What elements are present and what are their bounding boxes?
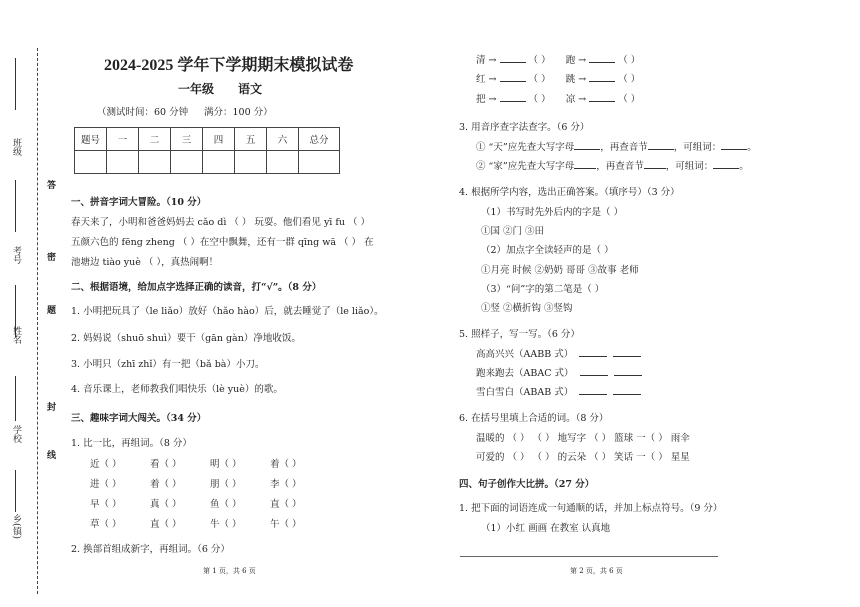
section-1-line: 池塘边 tiào yuè （ ），真热闹啊！ — [71, 257, 219, 268]
score-header-cell: 五 — [235, 128, 267, 151]
answer-blank[interactable] — [614, 366, 642, 376]
compare-cell: 着（ ） — [270, 459, 302, 470]
compare-cell: 直（ ） — [150, 519, 182, 530]
question-5-line — [476, 346, 641, 360]
score-header-cell: 三 — [171, 128, 203, 151]
radical-source: 跑 → — [565, 55, 587, 66]
question-4-line: （2）加点字全读轻声的是（ ） — [481, 245, 614, 256]
section-1-title: 一、拼音字词大冒险。（10 分） — [71, 197, 207, 208]
question-4-title: 4. 根据所学内容，选出正确答案。（填序号）（3 分） — [459, 187, 680, 198]
answer-blank[interactable] — [579, 347, 607, 357]
score-cell[interactable] — [107, 151, 139, 174]
answer-blank[interactable] — [580, 366, 608, 376]
section-1-line: 五颜六色的 fēng zheng （ ）在空中飘舞，还有一群 qīng wā （ ） 在 — [71, 237, 374, 248]
answer-blank[interactable] — [644, 159, 666, 169]
q3-text: ，可组词： — [665, 161, 714, 172]
q3-text: ① “天”应先查大写字母 — [476, 142, 575, 153]
town-field-line[interactable] — [15, 470, 16, 512]
page-2-footer: 第 2 页，共 6 页 — [570, 567, 623, 575]
radical-row — [476, 52, 640, 66]
q3-text: ② “家”应先查大写字母 — [476, 161, 575, 172]
section-2-item: 3. 小明只（zhī zhǐ）有一把（bǎ bà）小刀。 — [71, 359, 265, 370]
score-header-cell: 六 — [267, 128, 299, 151]
compare-cell: 明（ ） — [210, 459, 242, 470]
seal-char-mi: 密 — [47, 253, 57, 263]
radical-row — [476, 71, 640, 85]
radical-paren: （ ） — [618, 94, 641, 105]
question-6-line: 温暖的 （ ） （ ） 地写字 （ ） 篮球 一（ ） 雨伞 — [476, 433, 690, 444]
answer-blank[interactable] — [721, 140, 747, 150]
school-field-line[interactable] — [15, 376, 16, 421]
answer-blank[interactable] — [574, 159, 596, 169]
section-2-item: 2. 妈妈说（shuō shuì）要干（gān gàn）净地收饭。 — [71, 333, 301, 344]
seal-char-xian: 线 — [47, 451, 57, 461]
page-1-footer: 第 1 页，共 6 页 — [203, 567, 256, 575]
score-cell[interactable] — [75, 151, 107, 174]
score-cell[interactable] — [299, 151, 340, 174]
score-table-input-row — [75, 151, 340, 174]
question-4-line: ①国 ②门 ③田 — [481, 226, 545, 237]
exam-number-label: 考号 — [11, 246, 21, 264]
answer-blank[interactable] — [500, 92, 526, 102]
score-cell[interactable] — [235, 151, 267, 174]
seal-char-feng: 封 — [47, 403, 57, 413]
question-3-line-1: ① “天”应先查大写字母 ，再查音节 ，可组词： 。 — [476, 142, 757, 153]
radical-row — [476, 91, 640, 105]
answer-blank[interactable] — [589, 53, 615, 63]
radical-source: 清 → — [476, 55, 497, 66]
radical-paren: （ ） — [528, 74, 551, 85]
class-field-line[interactable] — [15, 58, 16, 110]
answer-blank[interactable] — [613, 385, 641, 395]
answer-blank[interactable] — [574, 140, 600, 150]
section-2-item: 1. 小明把玩具了（le liǎo）放好（hǎo hào）后，就去睡觉了（le liǎo）。 — [71, 306, 384, 317]
compare-cell: 进（ ） — [90, 479, 122, 490]
question-4-line: ①月亮 时候 ②奶奶 哥哥 ③故事 老师 — [481, 265, 639, 276]
seal-char-da: 答 — [47, 181, 57, 191]
radical-paren: （ ） — [528, 55, 551, 66]
binding-line — [37, 48, 38, 594]
section-3-question-2: 2. 换部首组成新字，再组词。（6 分） — [71, 544, 230, 555]
section-1-line: 春天来了，小明和爸爸妈妈去 cǎo dì （ ） 玩耍。他们看见 yī fu （ ） — [71, 217, 371, 228]
score-header-cell: 一 — [107, 128, 139, 151]
compare-cell: 看（ ） — [150, 459, 182, 470]
answer-blank[interactable] — [589, 72, 615, 82]
score-cell[interactable] — [171, 151, 203, 174]
question-3-line-2: ② “家”应先查大写字母 ，再查音节 ，可组词： 。 — [476, 161, 749, 172]
q3-text: ，再查音节 — [600, 142, 648, 153]
question-5-line — [476, 365, 642, 379]
q5-example: 高高兴兴（AABB 式） — [476, 349, 574, 360]
seal-char-ti: 题 — [47, 306, 57, 316]
score-table-header-row — [75, 128, 340, 151]
section-3-title: 三、趣味字词大闯关。（34 分） — [71, 413, 207, 424]
compare-cell: 朋（ ） — [210, 479, 242, 490]
subject-label: 语文 — [238, 82, 263, 96]
score-table — [74, 127, 340, 174]
score-header-cell: 总分 — [299, 128, 340, 151]
compare-cell: 午（ ） — [270, 519, 302, 530]
exam-number-field-line[interactable] — [15, 180, 16, 232]
compare-cell: 着（ ） — [150, 479, 182, 490]
exam-title: 2024-2025 学年下学期期末模拟试卷 — [104, 57, 354, 74]
full-score: 满分：100 分） — [204, 107, 273, 118]
question-5-line — [476, 384, 641, 398]
school-label: 学校 — [11, 425, 21, 443]
section-4-question-1a: （1）小红 画画 在教室 认真地 — [481, 523, 611, 534]
radical-paren: （ ） — [618, 55, 641, 66]
section-2-item: 4. 音乐课上，老师教我们唱快乐（lè yuè）的歌。 — [71, 384, 283, 395]
compare-cell: 李（ ） — [270, 479, 302, 490]
answer-blank[interactable] — [613, 347, 641, 357]
compare-cell: 直（ ） — [270, 499, 302, 510]
score-cell[interactable] — [267, 151, 299, 174]
section-3-question-1: 1. 比一比，再组词。（8 分） — [71, 438, 192, 449]
section-4-title: 四、句子创作大比拼。（27 分） — [459, 479, 595, 490]
compare-cell: 草（ ） — [90, 519, 122, 530]
test-time: （测试时间：60 分钟 — [97, 107, 189, 118]
q3-text: ，再查音节 — [596, 161, 644, 172]
score-cell[interactable] — [203, 151, 235, 174]
q5-example: 雪白雪白（ABAB 式） — [476, 387, 574, 398]
score-header-cell: 题号 — [75, 128, 107, 151]
section-2-title: 二、根据语境，给加点字选择正确的读音，打“√”。（8 分） — [71, 282, 322, 293]
score-cell[interactable] — [139, 151, 171, 174]
section-4-question-1: 1. 把下面的词语连成一句通顺的话，并加上标点符号。（9 分） — [459, 503, 723, 514]
question-6-title: 6. 在括号里填上合适的词。（8 分） — [459, 413, 609, 424]
question-3-title: 3. 用音序查字法查字。（6 分） — [459, 122, 590, 133]
question-4-line: （3）“问”字的第二笔是（ ） — [481, 284, 605, 295]
town-label: 乡(镇) — [11, 514, 21, 540]
name-label: 姓名 — [11, 326, 21, 344]
answer-blank[interactable] — [713, 159, 739, 169]
question-6-line: 可爱的 （ ） （ ） 的云朵 （ ） 笑话 一（ ） 星星 — [476, 452, 690, 463]
score-header-cell: 二 — [139, 128, 171, 151]
answer-blank[interactable] — [500, 72, 526, 82]
q5-example: 跑来跑去（ABAC 式） — [476, 368, 574, 379]
compare-cell: 牛（ ） — [210, 519, 242, 530]
radical-source: 跳 → — [565, 74, 587, 85]
answer-blank[interactable] — [648, 140, 674, 150]
compare-cell: 早（ ） — [90, 499, 122, 510]
radical-paren: （ ） — [528, 94, 551, 105]
answer-blank[interactable] — [579, 385, 607, 395]
compare-cell: 鱼（ ） — [210, 499, 242, 510]
compare-cell: 近（ ） — [90, 459, 122, 470]
radical-paren: （ ） — [618, 74, 641, 85]
question-4-line: （1）书写时先外后内的字是（ ） — [481, 207, 624, 218]
answer-blank[interactable] — [500, 53, 526, 63]
radical-source: 红 → — [476, 74, 497, 85]
grade-label: 一年级 — [178, 82, 215, 96]
class-label: 班级 — [11, 138, 21, 156]
question-4-line: ①竖 ②横折钩 ③竖钩 — [481, 303, 573, 314]
q3-text: ，可组词： — [673, 142, 722, 153]
radical-source: 把 → — [476, 94, 497, 105]
question-5-title: 5. 照样子，写一写。（6 分） — [459, 329, 580, 340]
radical-source: 凉 → — [565, 94, 587, 105]
compare-cell: 真（ ） — [150, 499, 182, 510]
answer-line[interactable] — [460, 556, 718, 557]
score-header-cell: 四 — [203, 128, 235, 151]
answer-blank[interactable] — [589, 92, 615, 102]
